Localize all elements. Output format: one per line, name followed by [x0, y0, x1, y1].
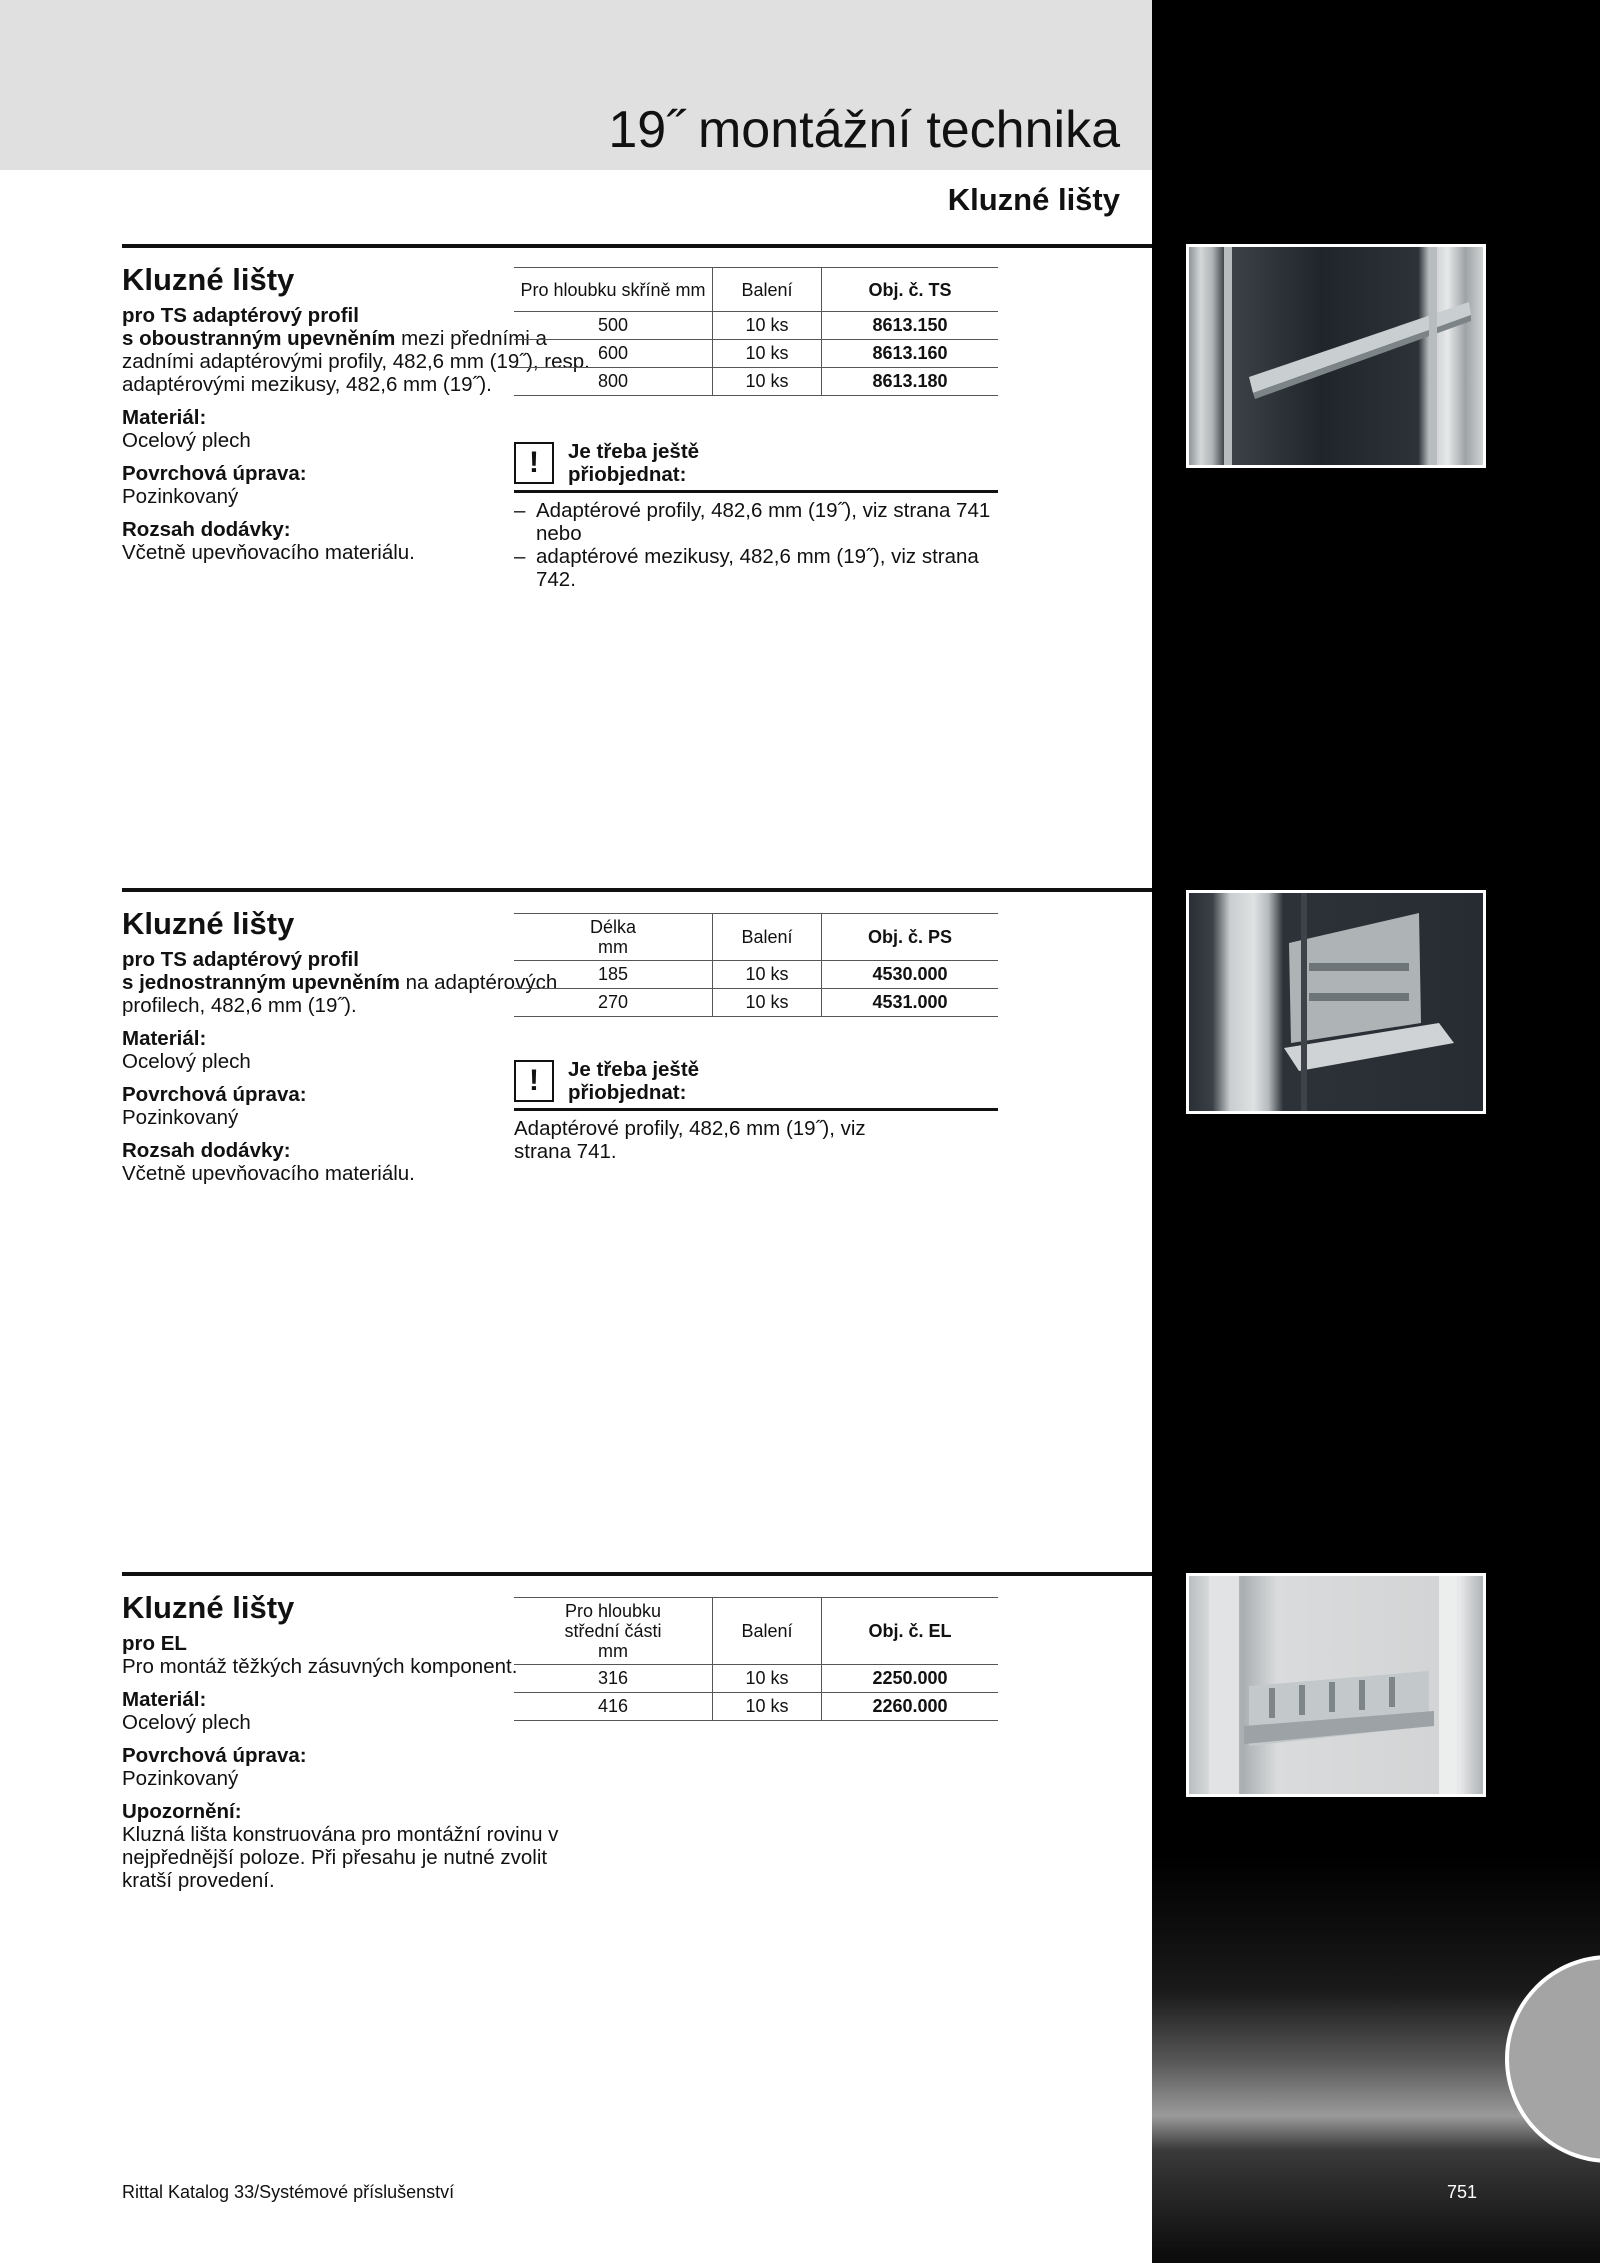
col-header-order: Obj. č. EL: [822, 1598, 999, 1665]
surface-value: Pozinkovaný: [122, 1767, 239, 1790]
surface-value: Pozinkovaný: [122, 485, 239, 508]
cell-pack: 10 ks: [713, 368, 822, 396]
cell-length: 185: [514, 961, 713, 989]
desc-text: mezi předními a zadními adaptérovými profily, 482,6 mm (19˝), resp. adaptérovými mezikusy, 482,6 mm (19˝).: [122, 327, 590, 396]
col-header-length: Délka mm: [514, 914, 713, 961]
note-item: – adaptérové mezikusy, 482,6 mm (19˝), viz strana 742.: [514, 545, 998, 591]
cell-pack: 10 ks: [713, 340, 822, 368]
cell-depth: 800: [514, 368, 713, 396]
order-note-2: [514, 1058, 998, 1163]
order-table-3: [514, 1597, 998, 1721]
cell-pack: 10 ks: [713, 1665, 822, 1693]
table-row: [514, 1693, 998, 1721]
cell-pack: 10 ks: [713, 312, 822, 340]
page-subtitle: Kluzné lišty: [947, 182, 1120, 217]
cell-order-number: 8613.180: [822, 368, 999, 396]
page-title: 19˝ montážní technika: [608, 101, 1120, 159]
col-header-pack: Balení: [713, 1598, 822, 1665]
warning-text: Kluzná lišta konstruována pro montážní rovinu v nejpřednější poloze. Při přesahu je nutné zvolit kratší provedení.: [122, 1823, 559, 1892]
scope-value: Včetně upevňovacího materiálu.: [122, 1162, 415, 1185]
cell-length: 270: [514, 989, 713, 1017]
section-title: Kluzné lišty: [122, 906, 295, 941]
cell-order-number: 2260.000: [822, 1693, 999, 1721]
col-header-depth: Pro hloubku skříně mm: [514, 268, 713, 312]
desc-text: na adaptérových profilech, 482,6 mm (19˝).: [122, 971, 558, 1017]
desc-bold-2: s oboustranným upevněním: [122, 327, 396, 350]
col-header-order: Obj. č. PS: [822, 914, 999, 961]
cell-order-number: 8613.160: [822, 340, 999, 368]
note-title: Je třeba ještě přiobjednat:: [568, 440, 700, 486]
note-title: Je třeba ještě přiobjednat:: [568, 1058, 700, 1104]
section-title: Kluzné lišty: [122, 262, 295, 297]
scope-label: Rozsah dodávky:: [122, 1139, 291, 1162]
order-note-1: [514, 440, 998, 591]
cell-order-number: 2250.000: [822, 1665, 999, 1693]
cell-pack: 10 ks: [713, 1693, 822, 1721]
surface-label: Povrchová úprava:: [122, 1083, 307, 1106]
warning-label: Upozornění:: [122, 1800, 242, 1823]
product-photo-3: [1186, 1573, 1486, 1797]
product-photo-1: [1186, 244, 1486, 468]
cell-pack: 10 ks: [713, 989, 822, 1017]
cell-depth: 600: [514, 340, 713, 368]
desc-bold-1: pro EL: [122, 1632, 187, 1655]
col-header-depth: Pro hloubku střední části mm: [514, 1598, 713, 1665]
col-header-order: Obj. č. TS: [822, 268, 999, 312]
product-photo-2: [1186, 890, 1486, 1114]
material-label: Materiál:: [122, 1027, 207, 1050]
cell-pack: 10 ks: [713, 961, 822, 989]
surface-value: Pozinkovaný: [122, 1106, 239, 1129]
section-title: Kluzné lišty: [122, 1590, 295, 1625]
cell-order-number: 4531.000: [822, 989, 999, 1017]
note-text: Adaptérové profily, 482,6 mm (19˝), viz strana 741.: [514, 1117, 866, 1163]
table-row: [514, 340, 998, 368]
material-label: Materiál:: [122, 1688, 207, 1711]
table-row: [514, 961, 998, 989]
surface-label: Povrchová úprava:: [122, 462, 307, 485]
scope-value: Včetně upevňovacího materiálu.: [122, 541, 415, 564]
cell-order-number: 4530.000: [822, 961, 999, 989]
table-row: [514, 989, 998, 1017]
table-row: [514, 312, 998, 340]
table-row: [514, 368, 998, 396]
footer-catalog: Rittal Katalog 33/Systémové příslušenství: [122, 2182, 455, 2202]
cell-depth: 500: [514, 312, 713, 340]
desc-text: Pro montáž těžkých zásuvných komponent.: [122, 1655, 518, 1678]
surface-label: Povrchová úprava:: [122, 1744, 307, 1767]
cell-depth: 416: [514, 1693, 713, 1721]
desc-bold-2: s jednostranným upevněním: [122, 971, 400, 994]
warning-icon: !: [514, 442, 554, 484]
material-value: Ocelový plech: [122, 1050, 251, 1073]
order-table-1: [514, 267, 998, 396]
table-row: [514, 1665, 998, 1693]
col-header-pack: Balení: [713, 914, 822, 961]
desc-bold-1: pro TS adaptérový profil: [122, 304, 359, 327]
col-header-pack: Balení: [713, 268, 822, 312]
cell-order-number: 8613.150: [822, 312, 999, 340]
order-table-2: [514, 913, 998, 1017]
cell-depth: 316: [514, 1665, 713, 1693]
material-label: Materiál:: [122, 406, 207, 429]
scope-label: Rozsah dodávky:: [122, 518, 291, 541]
material-value: Ocelový plech: [122, 1711, 251, 1734]
note-item: – Adaptérové profily, 482,6 mm (19˝), viz strana 741 nebo: [514, 499, 998, 545]
page-number: 751: [1447, 2182, 1478, 2202]
desc-bold-1: pro TS adaptérový profil: [122, 948, 359, 971]
material-value: Ocelový plech: [122, 429, 251, 452]
warning-icon: !: [514, 1060, 554, 1102]
